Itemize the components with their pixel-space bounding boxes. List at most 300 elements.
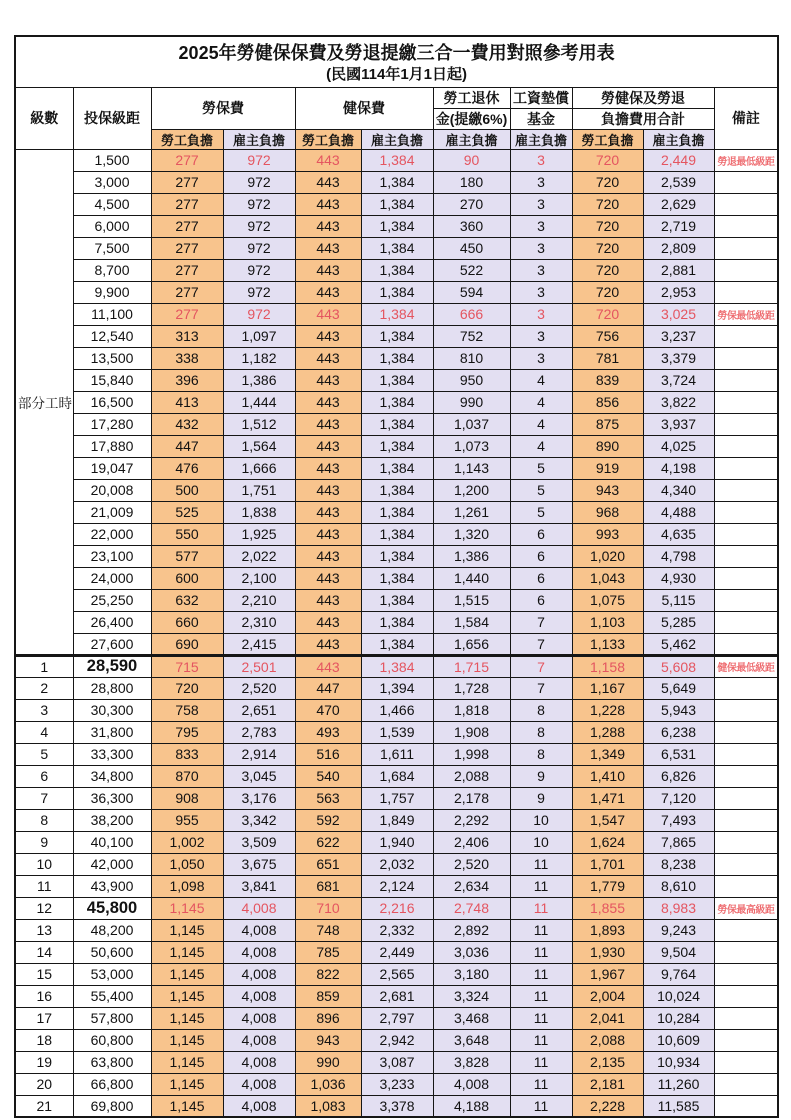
table-row — [15, 193, 778, 215]
cell-bracket: 34,800 — [73, 765, 151, 787]
cell-hi-employee: 748 — [295, 919, 361, 941]
cell-wage-fund-employer: 8 — [510, 721, 572, 743]
cell-pension-employer: 2,520 — [433, 853, 510, 875]
table-row — [15, 391, 778, 413]
cell-li-employee: 338 — [151, 347, 223, 369]
cell-total-employer: 9,504 — [643, 941, 714, 963]
cell-hi-employer: 2,332 — [361, 919, 433, 941]
cell-level: 3 — [15, 699, 73, 721]
table-row — [15, 325, 778, 347]
cell-remark — [714, 743, 778, 765]
cell-hi-employee: 443 — [295, 457, 361, 479]
cell-hi-employee: 651 — [295, 853, 361, 875]
cell-remark — [714, 963, 778, 985]
cell-level: 13 — [15, 919, 73, 941]
cell-remark — [714, 1073, 778, 1095]
cell-hi-employee: 990 — [295, 1051, 361, 1073]
cell-bracket: 45,800 — [73, 897, 151, 919]
cell-level: 11 — [15, 875, 73, 897]
cell-bracket: 23,100 — [73, 545, 151, 567]
cell-li-employer: 972 — [223, 303, 295, 325]
header-group-row-1 — [15, 87, 778, 108]
cell-remark — [714, 479, 778, 501]
cell-hi-employer: 1,384 — [361, 413, 433, 435]
cell-li-employer: 1,838 — [223, 501, 295, 523]
cell-li-employee: 277 — [151, 193, 223, 215]
table-row — [15, 853, 778, 875]
cell-hi-employer: 3,087 — [361, 1051, 433, 1073]
cell-li-employer: 3,841 — [223, 875, 295, 897]
cell-li-employer: 1,386 — [223, 369, 295, 391]
cell-remark — [714, 259, 778, 281]
cell-pension-employer: 450 — [433, 237, 510, 259]
cell-total-employer: 7,865 — [643, 831, 714, 853]
cell-pension-employer: 2,178 — [433, 787, 510, 809]
cell-hi-employer: 1,384 — [361, 457, 433, 479]
cell-li-employee: 277 — [151, 215, 223, 237]
cell-li-employer: 3,176 — [223, 787, 295, 809]
cell-li-employer: 1,182 — [223, 347, 295, 369]
cell-hi-employee: 443 — [295, 435, 361, 457]
header-wage-fund-line2: 基金 — [510, 108, 572, 129]
subheader-hi-employer: 雇主負擔 — [361, 129, 433, 149]
cell-wage-fund-employer: 4 — [510, 369, 572, 391]
cell-bracket: 69,800 — [73, 1095, 151, 1117]
cell-pension-employer: 1,200 — [433, 479, 510, 501]
cell-wage-fund-employer: 11 — [510, 1073, 572, 1095]
cell-level: 21 — [15, 1095, 73, 1117]
cell-wage-fund-employer: 5 — [510, 479, 572, 501]
cell-total-employer: 2,629 — [643, 193, 714, 215]
cell-remark — [714, 215, 778, 237]
cell-total-employee: 720 — [572, 193, 643, 215]
cell-total-employer: 5,462 — [643, 633, 714, 655]
cell-bracket: 28,800 — [73, 677, 151, 699]
cell-total-employer: 4,798 — [643, 545, 714, 567]
cell-wage-fund-employer: 11 — [510, 1007, 572, 1029]
header-wage-fund-line1: 工資墊償 — [510, 87, 572, 108]
cell-hi-employee: 443 — [295, 567, 361, 589]
header-pension-line1: 勞工退休 — [433, 87, 510, 108]
cell-hi-employee: 516 — [295, 743, 361, 765]
cell-pension-employer: 3,324 — [433, 985, 510, 1007]
cell-bracket: 12,540 — [73, 325, 151, 347]
cell-li-employer: 2,501 — [223, 655, 295, 677]
table-row — [15, 237, 778, 259]
cell-hi-employer: 1,384 — [361, 391, 433, 413]
cell-li-employee: 396 — [151, 369, 223, 391]
header-health-insurance: 健保費 — [295, 87, 433, 129]
cell-li-employer: 972 — [223, 149, 295, 171]
cell-wage-fund-employer: 3 — [510, 171, 572, 193]
cell-hi-employer: 1,384 — [361, 369, 433, 391]
table-row — [15, 677, 778, 699]
cell-total-employee: 1,967 — [572, 963, 643, 985]
cell-total-employee: 720 — [572, 259, 643, 281]
cell-total-employer: 3,025 — [643, 303, 714, 325]
cell-hi-employer: 1,849 — [361, 809, 433, 831]
cell-bracket: 55,400 — [73, 985, 151, 1007]
cell-bracket: 17,280 — [73, 413, 151, 435]
cell-pension-employer: 522 — [433, 259, 510, 281]
table-row — [15, 721, 778, 743]
cell-remark — [714, 1007, 778, 1029]
cell-hi-employee: 443 — [295, 347, 361, 369]
cell-wage-fund-employer: 4 — [510, 435, 572, 457]
cell-wage-fund-employer: 5 — [510, 501, 572, 523]
cell-li-employer: 4,008 — [223, 1073, 295, 1095]
cell-li-employer: 4,008 — [223, 1095, 295, 1117]
cell-li-employer: 1,097 — [223, 325, 295, 347]
cell-li-employer: 1,564 — [223, 435, 295, 457]
cell-hi-employer: 2,681 — [361, 985, 433, 1007]
cell-li-employee: 1,145 — [151, 1007, 223, 1029]
cell-hi-employee: 443 — [295, 413, 361, 435]
cell-remark — [714, 457, 778, 479]
cell-hi-employer: 1,384 — [361, 479, 433, 501]
cell-total-employee: 1,020 — [572, 545, 643, 567]
cell-total-employee: 756 — [572, 325, 643, 347]
cell-level: 9 — [15, 831, 73, 853]
cell-remark — [714, 677, 778, 699]
cell-remark — [714, 567, 778, 589]
cell-li-employee: 550 — [151, 523, 223, 545]
cell-total-employer: 3,379 — [643, 347, 714, 369]
cell-bracket: 21,009 — [73, 501, 151, 523]
cell-total-employer: 2,449 — [643, 149, 714, 171]
cell-hi-employee: 443 — [295, 545, 361, 567]
cell-bracket: 13,500 — [73, 347, 151, 369]
header-pension-line2: 金(提繳6%) — [433, 108, 510, 129]
cell-total-employer: 11,260 — [643, 1073, 714, 1095]
cell-bracket: 33,300 — [73, 743, 151, 765]
cell-li-employee: 277 — [151, 281, 223, 303]
cell-total-employer: 11,585 — [643, 1095, 714, 1117]
cell-total-employee: 720 — [572, 149, 643, 171]
cell-bracket: 27,600 — [73, 633, 151, 655]
cell-li-employee: 413 — [151, 391, 223, 413]
table-row — [15, 1029, 778, 1051]
cell-total-employee: 839 — [572, 369, 643, 391]
cell-hi-employee: 785 — [295, 941, 361, 963]
cell-li-employer: 4,008 — [223, 985, 295, 1007]
cell-pension-employer: 2,892 — [433, 919, 510, 941]
cell-level: 5 — [15, 743, 73, 765]
cell-remark — [714, 809, 778, 831]
cell-li-employer: 4,008 — [223, 919, 295, 941]
cell-remark — [714, 435, 778, 457]
cell-li-employer: 1,666 — [223, 457, 295, 479]
cell-li-employer: 2,520 — [223, 677, 295, 699]
cell-li-employee: 313 — [151, 325, 223, 347]
cell-bracket: 28,590 — [73, 655, 151, 677]
cell-total-employer: 8,983 — [643, 897, 714, 919]
cell-remark — [714, 875, 778, 897]
cell-total-employer: 6,531 — [643, 743, 714, 765]
cell-bracket: 26,400 — [73, 611, 151, 633]
cell-hi-employee: 443 — [295, 215, 361, 237]
cell-li-employer: 4,008 — [223, 1007, 295, 1029]
cell-bracket: 6,000 — [73, 215, 151, 237]
table-row — [15, 897, 778, 919]
table-title-cell — [15, 36, 778, 87]
cell-pension-employer: 666 — [433, 303, 510, 325]
cell-remark — [714, 765, 778, 787]
cell-hi-employer: 2,797 — [361, 1007, 433, 1029]
table-row — [15, 831, 778, 853]
cell-hi-employee: 822 — [295, 963, 361, 985]
cell-total-employer: 9,243 — [643, 919, 714, 941]
cell-li-employee: 660 — [151, 611, 223, 633]
cell-total-employee: 1,228 — [572, 699, 643, 721]
cell-li-employee: 870 — [151, 765, 223, 787]
cell-total-employee: 1,893 — [572, 919, 643, 941]
cell-hi-employee: 443 — [295, 611, 361, 633]
cell-hi-employee: 470 — [295, 699, 361, 721]
cell-hi-employer: 2,565 — [361, 963, 433, 985]
cell-li-employee: 277 — [151, 259, 223, 281]
cell-wage-fund-employer: 8 — [510, 699, 572, 721]
cell-li-employer: 972 — [223, 281, 295, 303]
table-row — [15, 545, 778, 567]
cell-total-employee: 720 — [572, 281, 643, 303]
cell-total-employee: 2,135 — [572, 1051, 643, 1073]
cell-total-employee: 2,088 — [572, 1029, 643, 1051]
cell-hi-employer: 1,394 — [361, 677, 433, 699]
cell-level: 15 — [15, 963, 73, 985]
cell-wage-fund-employer: 3 — [510, 259, 572, 281]
cell-li-employee: 476 — [151, 457, 223, 479]
title-row — [15, 36, 778, 87]
cell-hi-employer: 1,384 — [361, 347, 433, 369]
table-row — [15, 457, 778, 479]
cell-pension-employer: 594 — [433, 281, 510, 303]
cell-wage-fund-employer: 11 — [510, 919, 572, 941]
cell-pension-employer: 810 — [433, 347, 510, 369]
cell-total-employer: 4,340 — [643, 479, 714, 501]
cell-hi-employer: 3,378 — [361, 1095, 433, 1117]
cell-hi-employee: 443 — [295, 501, 361, 523]
cell-li-employee: 833 — [151, 743, 223, 765]
subheader-pension-employer: 雇主負擔 — [433, 129, 510, 149]
cell-li-employee: 1,145 — [151, 1029, 223, 1051]
cell-total-employer: 8,238 — [643, 853, 714, 875]
cell-total-employee: 890 — [572, 435, 643, 457]
cell-hi-employer: 1,384 — [361, 435, 433, 457]
cell-pension-employer: 1,908 — [433, 721, 510, 743]
cell-pension-employer: 1,037 — [433, 413, 510, 435]
cell-li-employee: 1,002 — [151, 831, 223, 853]
table-row — [15, 611, 778, 633]
cell-hi-employer: 1,384 — [361, 171, 433, 193]
cell-hi-employee: 443 — [295, 633, 361, 655]
cell-bracket: 4,500 — [73, 193, 151, 215]
cell-pension-employer: 1,656 — [433, 633, 510, 655]
cell-li-employee: 1,145 — [151, 1073, 223, 1095]
cell-pension-employer: 990 — [433, 391, 510, 413]
cell-bracket: 16,500 — [73, 391, 151, 413]
header-total-line1: 勞健保及勞退 — [572, 87, 714, 108]
cell-li-employee: 277 — [151, 303, 223, 325]
cell-hi-employer: 1,384 — [361, 589, 433, 611]
table-row — [15, 435, 778, 457]
cell-li-employee: 1,098 — [151, 875, 223, 897]
cell-bracket: 36,300 — [73, 787, 151, 809]
cell-wage-fund-employer: 11 — [510, 1051, 572, 1073]
cell-wage-fund-employer: 7 — [510, 677, 572, 699]
cell-pension-employer: 1,386 — [433, 545, 510, 567]
cell-wage-fund-employer: 3 — [510, 215, 572, 237]
cell-hi-employer: 2,942 — [361, 1029, 433, 1051]
cell-level: 19 — [15, 1051, 73, 1073]
cell-hi-employee: 1,036 — [295, 1073, 361, 1095]
cell-li-employer: 2,310 — [223, 611, 295, 633]
table-row — [15, 787, 778, 809]
cell-remark — [714, 633, 778, 655]
cell-pension-employer: 4,008 — [433, 1073, 510, 1095]
cell-pension-employer: 3,036 — [433, 941, 510, 963]
cell-remark — [714, 831, 778, 853]
cell-bracket: 66,800 — [73, 1073, 151, 1095]
cell-li-employer: 1,925 — [223, 523, 295, 545]
table-row — [15, 479, 778, 501]
cell-bracket: 48,200 — [73, 919, 151, 941]
cell-li-employee: 690 — [151, 633, 223, 655]
cell-li-employee: 1,145 — [151, 919, 223, 941]
cell-li-employee: 758 — [151, 699, 223, 721]
cell-bracket: 9,900 — [73, 281, 151, 303]
cell-level: 18 — [15, 1029, 73, 1051]
cell-pension-employer: 3,828 — [433, 1051, 510, 1073]
cell-total-employee: 1,410 — [572, 765, 643, 787]
table-row — [15, 985, 778, 1007]
cell-remark — [714, 853, 778, 875]
table-row — [15, 919, 778, 941]
cell-total-employee: 2,041 — [572, 1007, 643, 1029]
table-row — [15, 699, 778, 721]
cell-li-employer: 972 — [223, 193, 295, 215]
cell-hi-employer: 1,684 — [361, 765, 433, 787]
cell-bracket: 38,200 — [73, 809, 151, 831]
cell-li-employee: 795 — [151, 721, 223, 743]
cell-level: 16 — [15, 985, 73, 1007]
page-subtitle: (民國114年1月1日起) — [326, 65, 468, 83]
cell-remark — [714, 523, 778, 545]
cell-total-employee: 1,043 — [572, 567, 643, 589]
cell-bracket: 60,800 — [73, 1029, 151, 1051]
cell-total-employee: 919 — [572, 457, 643, 479]
cell-bracket: 40,100 — [73, 831, 151, 853]
cell-pension-employer: 1,073 — [433, 435, 510, 457]
cell-total-employer: 4,025 — [643, 435, 714, 457]
cell-wage-fund-employer: 9 — [510, 787, 572, 809]
cell-li-employer: 2,914 — [223, 743, 295, 765]
cell-pension-employer: 950 — [433, 369, 510, 391]
cell-pension-employer: 1,728 — [433, 677, 510, 699]
cell-hi-employer: 1,384 — [361, 281, 433, 303]
cell-wage-fund-employer: 9 — [510, 765, 572, 787]
cell-hi-employer: 1,466 — [361, 699, 433, 721]
cell-li-employer: 3,045 — [223, 765, 295, 787]
table-row — [15, 347, 778, 369]
cell-bracket: 25,250 — [73, 589, 151, 611]
cell-level: 12 — [15, 897, 73, 919]
cell-li-employee: 1,145 — [151, 941, 223, 963]
cell-wage-fund-employer: 11 — [510, 875, 572, 897]
cell-pension-employer: 1,143 — [433, 457, 510, 479]
cell-hi-employer: 1,384 — [361, 545, 433, 567]
cell-total-employee: 720 — [572, 237, 643, 259]
cell-total-employer: 3,237 — [643, 325, 714, 347]
cell-total-employee: 1,930 — [572, 941, 643, 963]
table-row — [15, 875, 778, 897]
cell-pension-employer: 2,292 — [433, 809, 510, 831]
cell-remark — [714, 171, 778, 193]
cell-bracket: 17,880 — [73, 435, 151, 457]
cell-total-employee: 1,158 — [572, 655, 643, 677]
cell-li-employee: 500 — [151, 479, 223, 501]
table-row — [15, 765, 778, 787]
cell-total-employer: 10,934 — [643, 1051, 714, 1073]
cell-remark: 勞保最低級距 — [714, 303, 778, 325]
cell-wage-fund-employer: 5 — [510, 457, 572, 479]
cell-hi-employee: 443 — [295, 589, 361, 611]
cell-total-employee: 875 — [572, 413, 643, 435]
cell-wage-fund-employer: 3 — [510, 325, 572, 347]
cell-li-employer: 2,415 — [223, 633, 295, 655]
cell-total-employee: 1,288 — [572, 721, 643, 743]
table-row — [15, 259, 778, 281]
cell-total-employer: 2,881 — [643, 259, 714, 281]
cell-hi-employee: 859 — [295, 985, 361, 1007]
cell-li-employee: 432 — [151, 413, 223, 435]
cell-hi-employee: 710 — [295, 897, 361, 919]
cell-level: 10 — [15, 853, 73, 875]
cell-pension-employer: 3,180 — [433, 963, 510, 985]
cell-hi-employer: 2,449 — [361, 941, 433, 963]
cell-li-employer: 1,512 — [223, 413, 295, 435]
cell-li-employee: 632 — [151, 589, 223, 611]
cell-li-employer: 2,210 — [223, 589, 295, 611]
cell-li-employer: 3,509 — [223, 831, 295, 853]
cell-total-employee: 1,349 — [572, 743, 643, 765]
cell-li-employer: 972 — [223, 215, 295, 237]
cell-pension-employer: 2,406 — [433, 831, 510, 853]
cell-total-employer: 9,764 — [643, 963, 714, 985]
cell-wage-fund-employer: 10 — [510, 831, 572, 853]
cell-level: 20 — [15, 1073, 73, 1095]
cell-wage-fund-employer: 11 — [510, 1029, 572, 1051]
cell-hi-employee: 1,083 — [295, 1095, 361, 1117]
subheader-total-employer: 雇主負擔 — [643, 129, 714, 149]
cell-li-employer: 2,651 — [223, 699, 295, 721]
cell-hi-employer: 1,384 — [361, 567, 433, 589]
cell-remark — [714, 787, 778, 809]
cell-bracket: 15,840 — [73, 369, 151, 391]
cell-pension-employer: 1,998 — [433, 743, 510, 765]
cell-total-employer: 4,930 — [643, 567, 714, 589]
cell-total-employer: 2,953 — [643, 281, 714, 303]
cell-total-employee: 1,779 — [572, 875, 643, 897]
cell-total-employer: 6,826 — [643, 765, 714, 787]
cell-hi-employer: 1,940 — [361, 831, 433, 853]
cell-total-employee: 2,181 — [572, 1073, 643, 1095]
table-row — [15, 369, 778, 391]
cell-hi-employer: 1,539 — [361, 721, 433, 743]
cell-total-employee: 943 — [572, 479, 643, 501]
cell-hi-employee: 443 — [295, 193, 361, 215]
cell-total-employer: 3,724 — [643, 369, 714, 391]
